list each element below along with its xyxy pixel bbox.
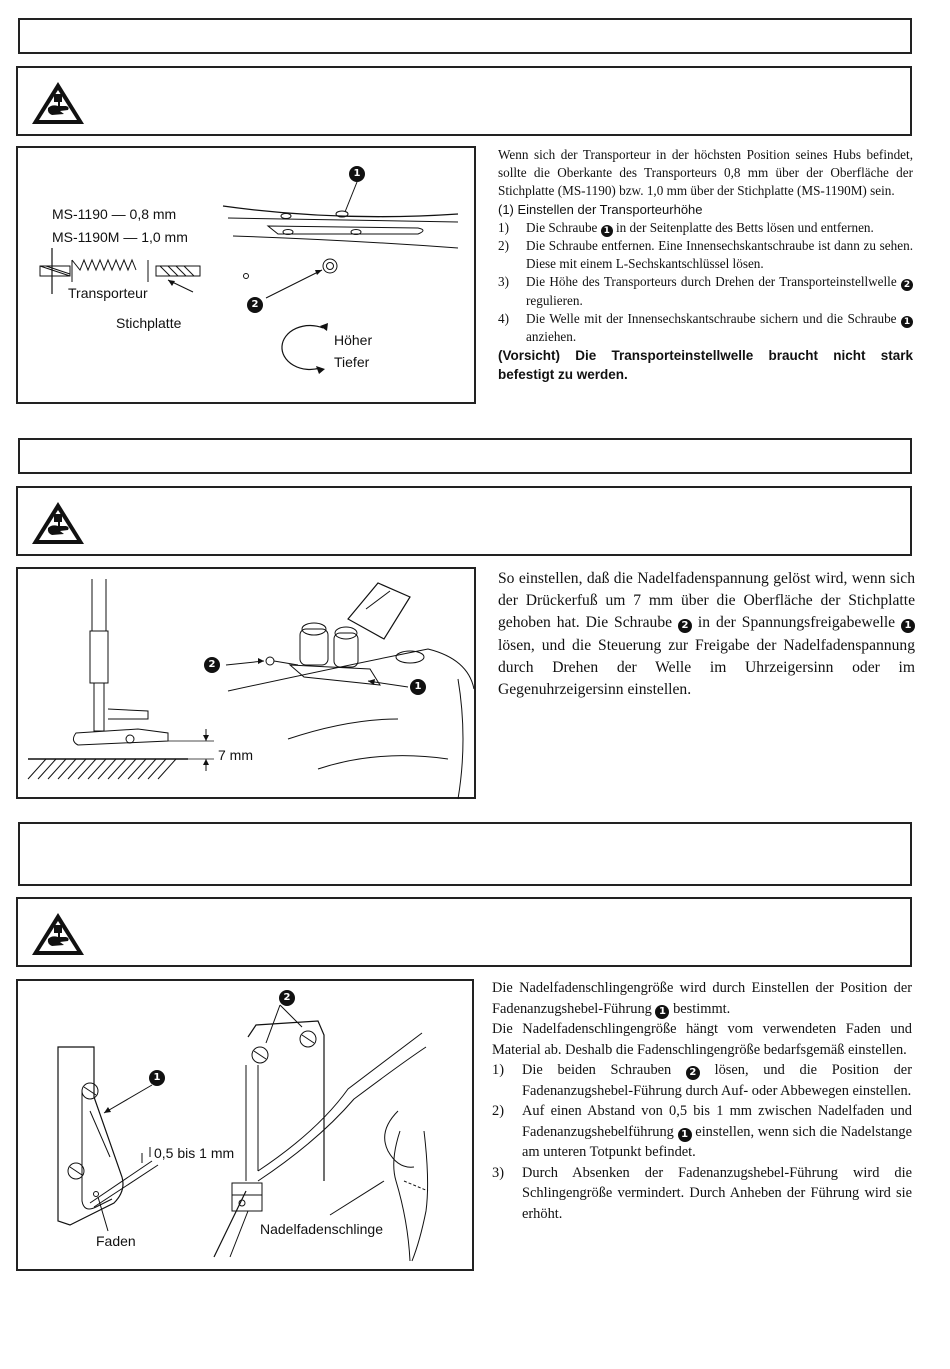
list-item: 1) Die Schraube 1 in der Seitenplatte des Betts lösen und entfernen. — [498, 219, 874, 236]
list-item: 1) Die beiden Schrauben 2 lösen, und die Position der Fadenanzugshebel-Führung durch Auf- oder Abbewegen einstellen. — [492, 1062, 912, 1099]
ref-badge: 2 — [678, 619, 692, 633]
ms1190m-label: MS-1190M — 1,0 mm — [52, 229, 188, 245]
section-1-caution: (Vorsicht) Die Transporteinstellwelle braucht nicht stark befestigt zu werden. — [498, 348, 913, 383]
section-1-text — [498, 146, 913, 384]
gap-label: 0,5 bis 1 mm — [154, 1145, 235, 1161]
callout-1: 1 — [349, 166, 365, 182]
hoeher-label: Höher — [334, 332, 373, 348]
section-1-intro: Wenn sich der Transporteur in der höchsten Position seines Hubs befindet, sollte die Oberkante des Transporteurs 0,8 mm über der Oberfläche der Stichplatte (MS-1190) bzw. 1,0 mm über der Stichplatte (MS-1190M) sein. — [498, 147, 913, 199]
ref-badge: 1 — [678, 1128, 692, 1142]
section-3-intro: Die Nadelfadenschlingengröße wird durch Einstellen der Position der Fadenanzugshebel-Führung 1 bestimmt. — [492, 980, 912, 1017]
ms1190-label: MS-1190 — 0,8 mm — [52, 206, 177, 222]
section-2-title-box — [18, 438, 912, 474]
section-2-figure — [16, 567, 476, 799]
list-item: 3) Die Höhe des Transporteurs durch Drehen der Transporteinstellwelle 2 regulieren. — [498, 273, 913, 309]
section-3-text — [492, 978, 912, 1224]
seven-mm-label: 7 mm — [218, 747, 253, 763]
callout-1: 1 — [149, 1070, 165, 1086]
hand-injury-warning-icon — [30, 500, 86, 546]
ref-badge: 2 — [686, 1066, 700, 1080]
list-item: 4) Die Welle mit der Innensechskantschraube sichern und die Schraube 1 anziehen. — [498, 310, 913, 346]
callout-2: 2 — [247, 297, 263, 313]
ref-badge: 1 — [901, 619, 915, 633]
faden-label: Faden — [96, 1233, 136, 1249]
ref-badge: 1 — [601, 225, 613, 237]
callout-2: 2 — [279, 990, 295, 1006]
section-3-title-box — [18, 822, 912, 886]
section-1-subheading: (1) Einstellen der Transporteurhöhe — [498, 201, 703, 217]
hand-injury-warning-icon — [30, 911, 86, 957]
ref-badge: 1 — [655, 1005, 669, 1019]
stichplatte-label: Stichplatte — [116, 315, 182, 331]
section-2-text: So einstellen, daß die Nadelfadenspannung gelöst wird, wenn sich der Drückerfuß um 7 mm über die Oberfläche der Stichplatte gehoben hat. Die Schraube 2 in der Spannungsfreigabewelle 1 lösen, und die Steuerung zur Freigabe der Nadelfadenspannung durch Drehen der Welle im Uhrzeigersinn oder im Gegenuhrzeigersinn einstellen. — [498, 570, 915, 699]
callout-2: 2 — [204, 657, 220, 673]
list-item: 2) Die Schraube entfernen. Eine Innensechskantschraube ist dann zu sehen. Diese mit einem L-Sechskantschlüssel lösen. — [498, 238, 913, 272]
transporteur-label: Transporteur — [68, 285, 148, 301]
ref-badge: 1 — [901, 316, 913, 328]
section-1-title-box — [18, 18, 912, 54]
section-3-steps — [492, 1060, 912, 1224]
section-3-para: Die Nadelfadenschlingengröße hängt vom verwendeten Faden und Material ab. Deshalb die Fadenschlingengröße bedarfsgemäß einstellen. — [492, 1021, 912, 1058]
section-1-figure — [16, 146, 476, 404]
section-3-figure — [16, 979, 474, 1271]
section-3-warning-box — [16, 897, 912, 967]
tiefer-label: Tiefer — [334, 354, 370, 370]
hand-injury-warning-icon — [30, 80, 86, 126]
callout-1: 1 — [410, 679, 426, 695]
list-item: 2) Auf einen Abstand von 0,5 bis 1 mm zwischen Nadelfaden und Fadenanzugshebelführung 1 einstellen, wenn sich die Nadelstange am unteren Totpunkt befindet. — [492, 1103, 912, 1160]
schlinge-label: Nadelfadenschlinge — [260, 1221, 383, 1237]
list-item: 3) Durch Absenken der Fadenanzugshebel-Führung wird die Schlingengröße vermindert. Durch Anheben der Führung wird sie erhöht. — [492, 1164, 912, 1222]
section-2-warning-box — [16, 486, 912, 556]
ref-badge: 2 — [901, 279, 913, 291]
section-1-steps — [498, 219, 913, 346]
section-1-warning-box — [16, 66, 912, 136]
